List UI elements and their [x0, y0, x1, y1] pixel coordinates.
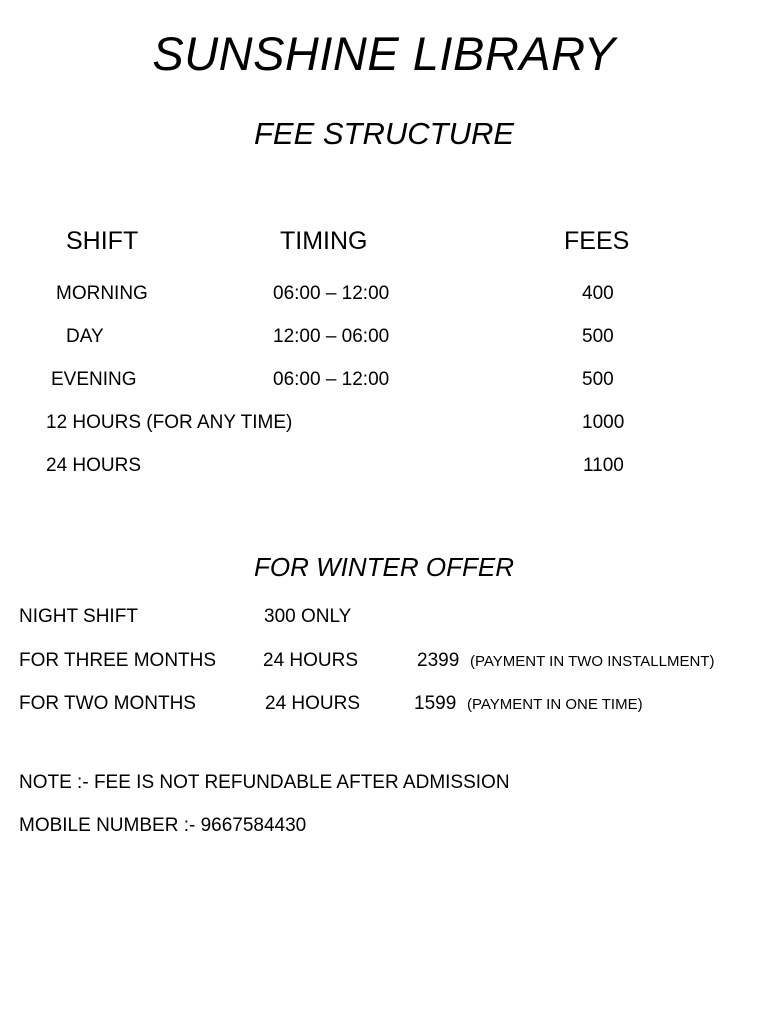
table-row-shift: 12 HOURS (FOR ANY TIME) [46, 412, 293, 433]
page-title: SUNSHINE LIBRARY [152, 27, 616, 80]
table-row-shift: DAY [66, 326, 104, 347]
page-subtitle: FEE STRUCTURE [253, 116, 515, 151]
table-row-timing: 06:00 – 12:00 [273, 283, 390, 304]
column-header-shift: SHIFT [66, 227, 139, 255]
offer-item-label: NIGHT SHIFT [19, 606, 138, 627]
table-row-fees: 1100 [583, 455, 624, 476]
offer-item-price: 2399 [417, 650, 460, 671]
offer-item-hours: 24 HOURS [263, 650, 359, 671]
table-row-shift: EVENING [51, 369, 137, 390]
table-row-fees: 500 [582, 326, 614, 347]
offer-item-note: (PAYMENT IN ONE TIME) [467, 696, 643, 713]
table-row-fees: 1000 [582, 412, 625, 433]
offer-item-note: (PAYMENT IN TWO INSTALLMENT) [470, 653, 715, 670]
offer-item-price: 1599 [414, 693, 457, 714]
table-row-fees: 400 [582, 283, 614, 304]
column-header-timing: TIMING [280, 227, 368, 255]
offer-item-hours: 24 HOURS [265, 693, 361, 714]
mobile-number: MOBILE NUMBER :- 9667584430 [19, 815, 307, 836]
winter-offer-title: FOR WINTER OFFER [254, 552, 514, 582]
offer-item-price: 300 ONLY [264, 606, 352, 627]
table-row-shift: 24 HOURS [46, 455, 142, 476]
table-row-timing: 06:00 – 12:00 [273, 369, 390, 390]
table-row-fees: 500 [582, 369, 614, 390]
table-row-shift: MORNING [56, 283, 148, 304]
refund-note: NOTE :- FEE IS NOT REFUNDABLE AFTER ADMISSION [19, 772, 510, 793]
offer-item-label: FOR TWO MONTHS [19, 693, 196, 714]
offer-item-label: FOR THREE MONTHS [19, 650, 217, 671]
table-row-timing: 12:00 – 06:00 [273, 326, 390, 347]
column-header-fees: FEES [564, 227, 630, 255]
